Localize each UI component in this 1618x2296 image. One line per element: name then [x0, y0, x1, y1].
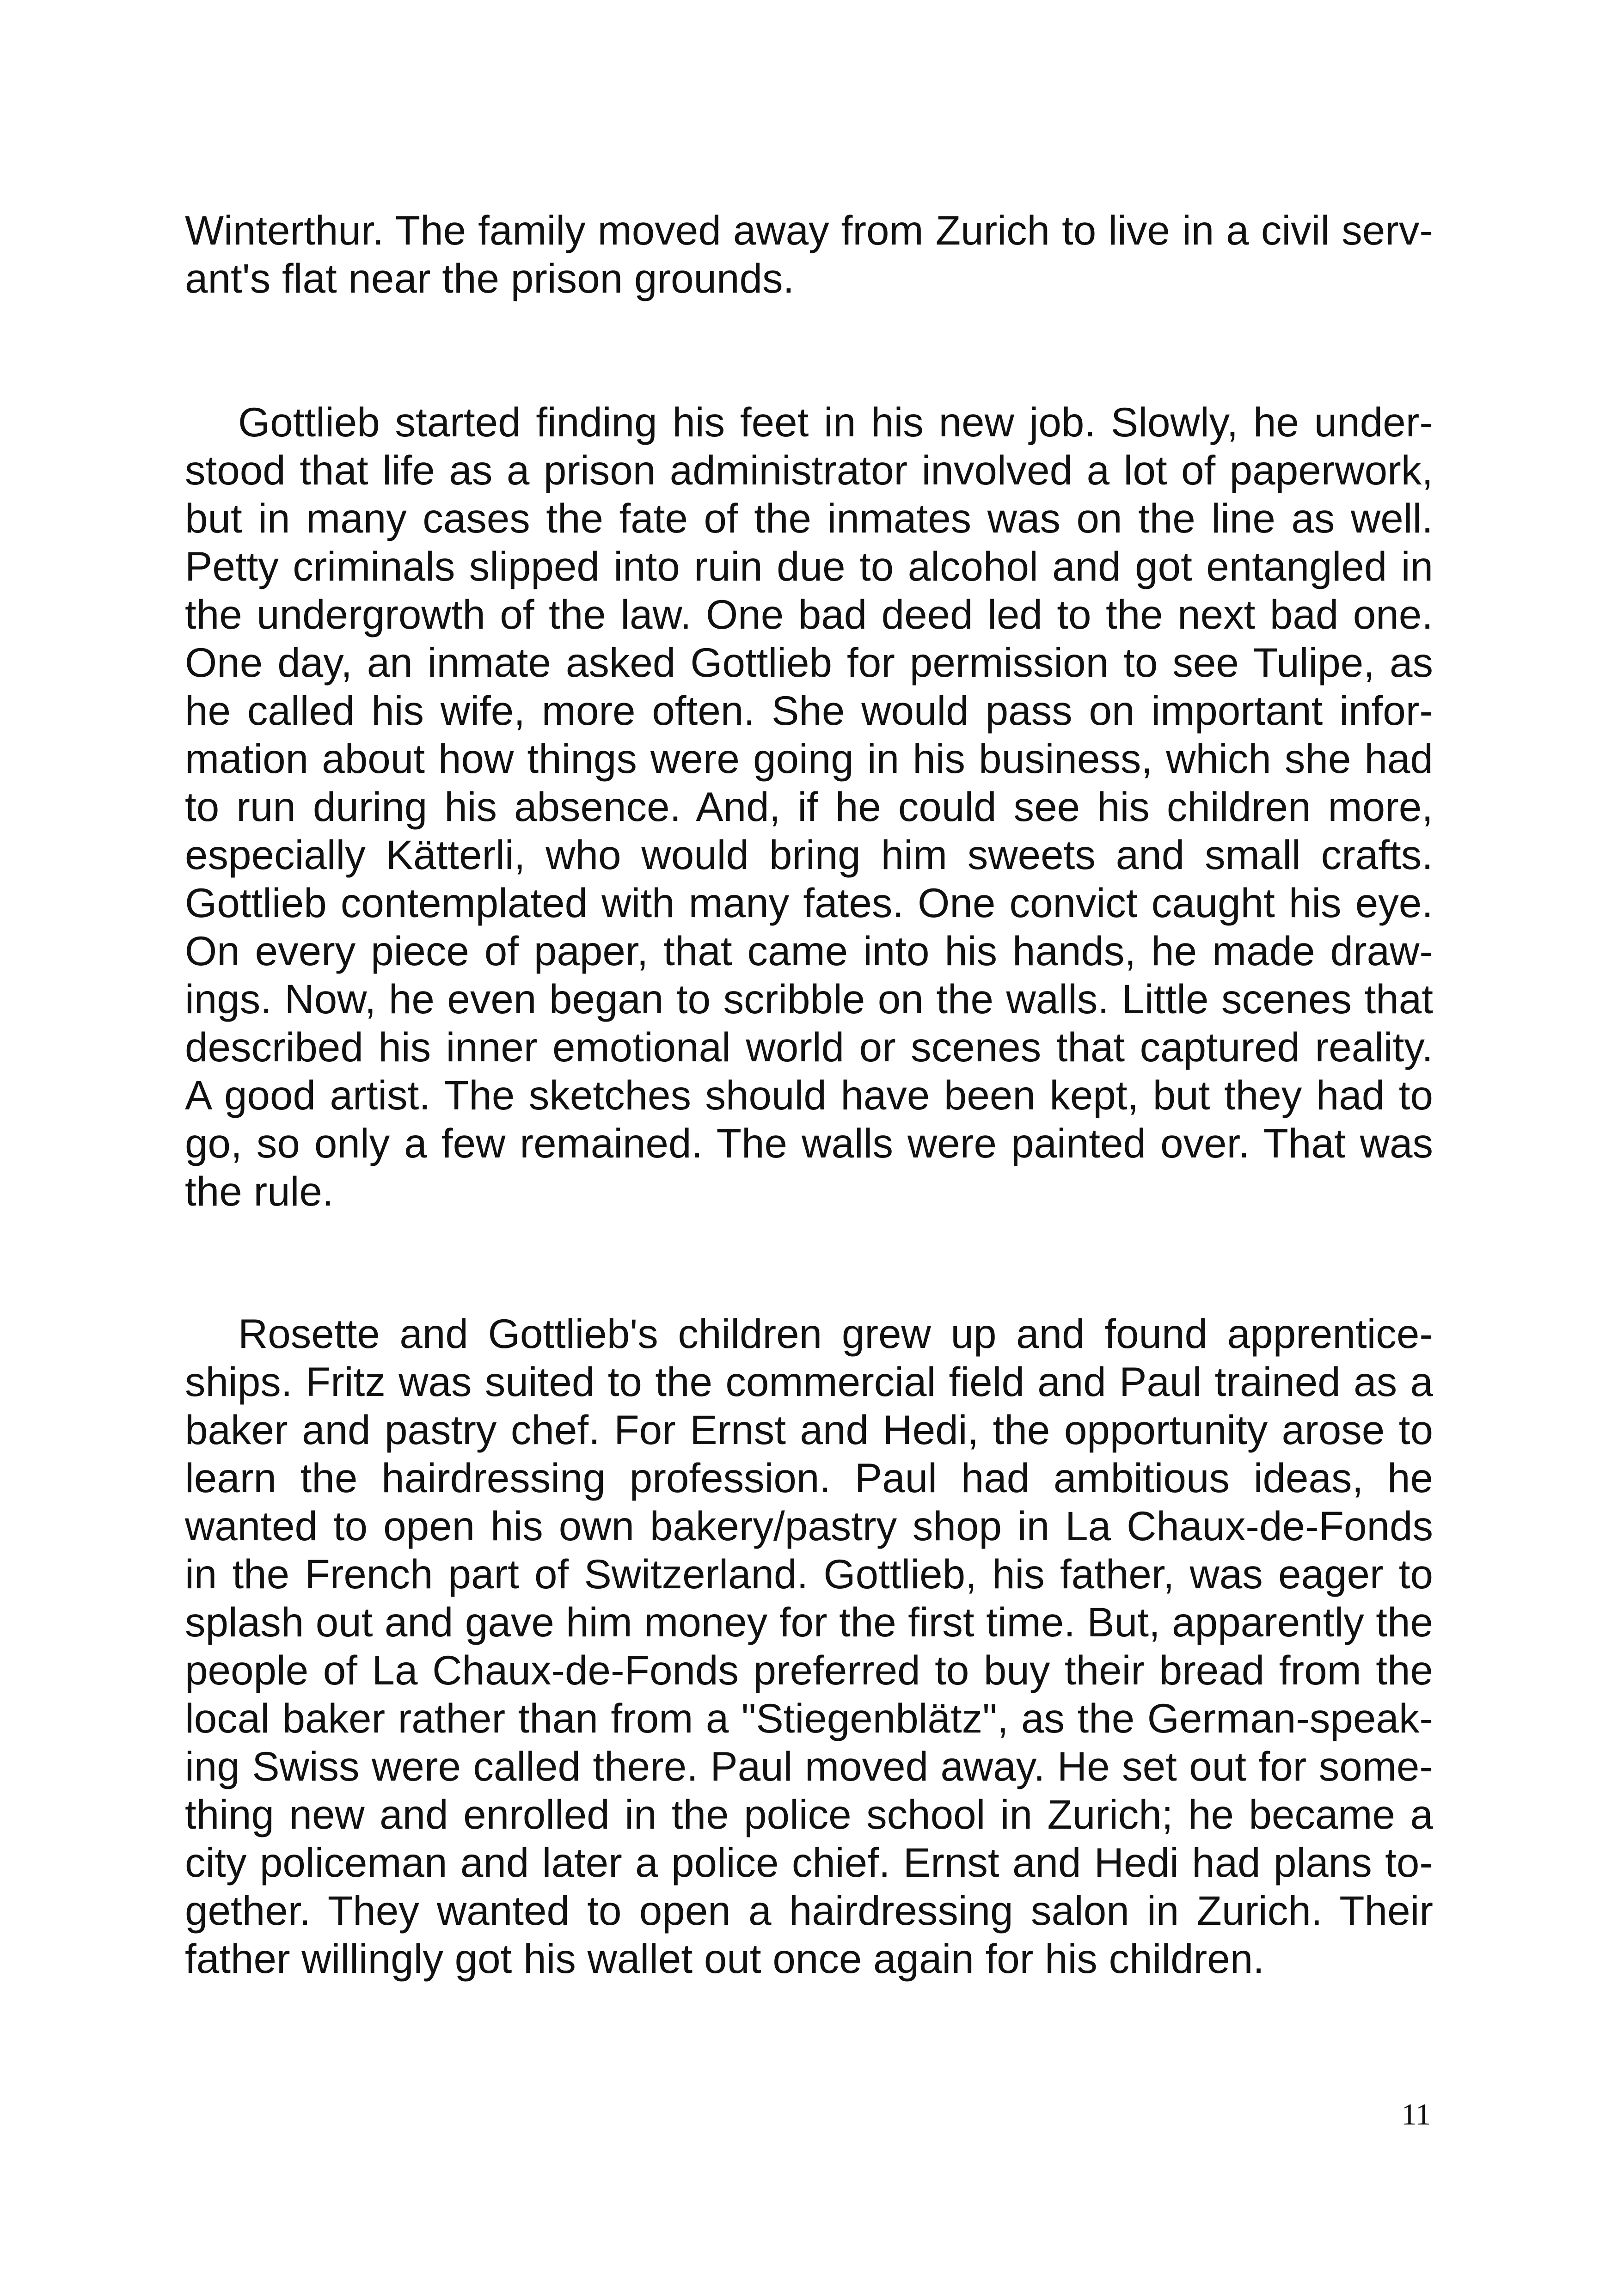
paragraph-line: learn the hairdressing profession. Paul had ambitious ideas, he: [185, 1455, 1433, 1501]
paragraph-line: ing Swiss were called there. Paul moved away. He set out for some-: [185, 1743, 1433, 1789]
paragraph-line: especially Kätterli, who would bring him sweets and small crafts.: [185, 832, 1433, 878]
paragraph-line: he called his wife, more often. She would pass on important infor-: [185, 687, 1433, 734]
paragraph-line: the undergrowth of the law. One bad deed led to the next bad one.: [185, 591, 1433, 637]
paragraph-line: Gottlieb started finding his feet in his new job. Slowly, he under-: [238, 399, 1433, 445]
paragraph-line: Gottlieb contemplated with many fates. One convict caught his eye.: [185, 880, 1433, 926]
paragraph-line: On every piece of paper, that came into his hands, he made draw-: [185, 928, 1433, 974]
paragraph-3: [185, 1310, 1433, 1983]
paragraph-line: splash out and gave him money for the first time. But, apparently the: [185, 1599, 1433, 1645]
paragraph-line: to run during his absence. And, if he could see his children more,: [185, 784, 1433, 830]
paragraph-line: ings. Now, he even began to scribble on the walls. Little scenes that: [185, 976, 1433, 1022]
paragraph-line: the rule.: [185, 1168, 334, 1214]
paragraph-line: local baker rather than from a "Stiegenblätz", as the German-speak-: [185, 1695, 1433, 1741]
paragraph-line: go, so only a few remained. The walls were painted over. That was: [185, 1120, 1433, 1166]
paragraph-line: people of La Chaux-de-Fonds preferred to buy their bread from the: [185, 1647, 1433, 1693]
paragraph-line: described his inner emotional world or scenes that captured reality.: [185, 1024, 1433, 1070]
paragraph-line: A good artist. The sketches should have been kept, but they had to: [185, 1072, 1433, 1118]
paragraph-line: wanted to open his own bakery/pastry shop in La Chaux-de-Fonds: [185, 1503, 1433, 1549]
paragraph-1: [185, 206, 1433, 302]
paragraph-line: ships. Fritz was suited to the commercial field and Paul trained as a: [185, 1359, 1433, 1405]
paragraph-line: Winterthur. The family moved away from Zurich to live in a civil serv-: [185, 207, 1433, 253]
paragraph-line: One day, an inmate asked Gottlieb for permission to see Tulipe, as: [185, 639, 1433, 686]
paragraph-line: baker and pastry chef. For Ernst and Hedi, the opportunity arose to: [185, 1407, 1433, 1453]
paragraph-line: in the French part of Switzerland. Gottlieb, his father, was eager to: [185, 1551, 1433, 1597]
paragraph-line: mation about how things were going in his business, which she had: [185, 735, 1433, 782]
page-number: 11: [1401, 2098, 1431, 2131]
paragraph-line: father willingly got his wallet out once again for his children.: [185, 1935, 1265, 1982]
paragraph-line: Petty criminals slipped into ruin due to alcohol and got entangled in: [185, 543, 1433, 589]
paragraph-line: gether. They wanted to open a hairdressing salon in Zurich. Their: [185, 1887, 1433, 1934]
paragraph-line: thing new and enrolled in the police school in Zurich; he became a: [185, 1791, 1433, 1837]
paragraph-2: [185, 398, 1433, 1215]
paragraph-line: but in many cases the fate of the inmates was on the line as well.: [185, 495, 1433, 541]
paragraph-line: Rosette and Gottlieb's children grew up and found apprentice-: [238, 1310, 1433, 1357]
paragraph-line: ant's flat near the prison grounds.: [185, 255, 795, 301]
paragraph-line: city policeman and later a police chief. Ernst and Hedi had plans to-: [185, 1839, 1433, 1886]
paragraph-line: stood that life as a prison administrator involved a lot of paperwork,: [185, 447, 1433, 493]
